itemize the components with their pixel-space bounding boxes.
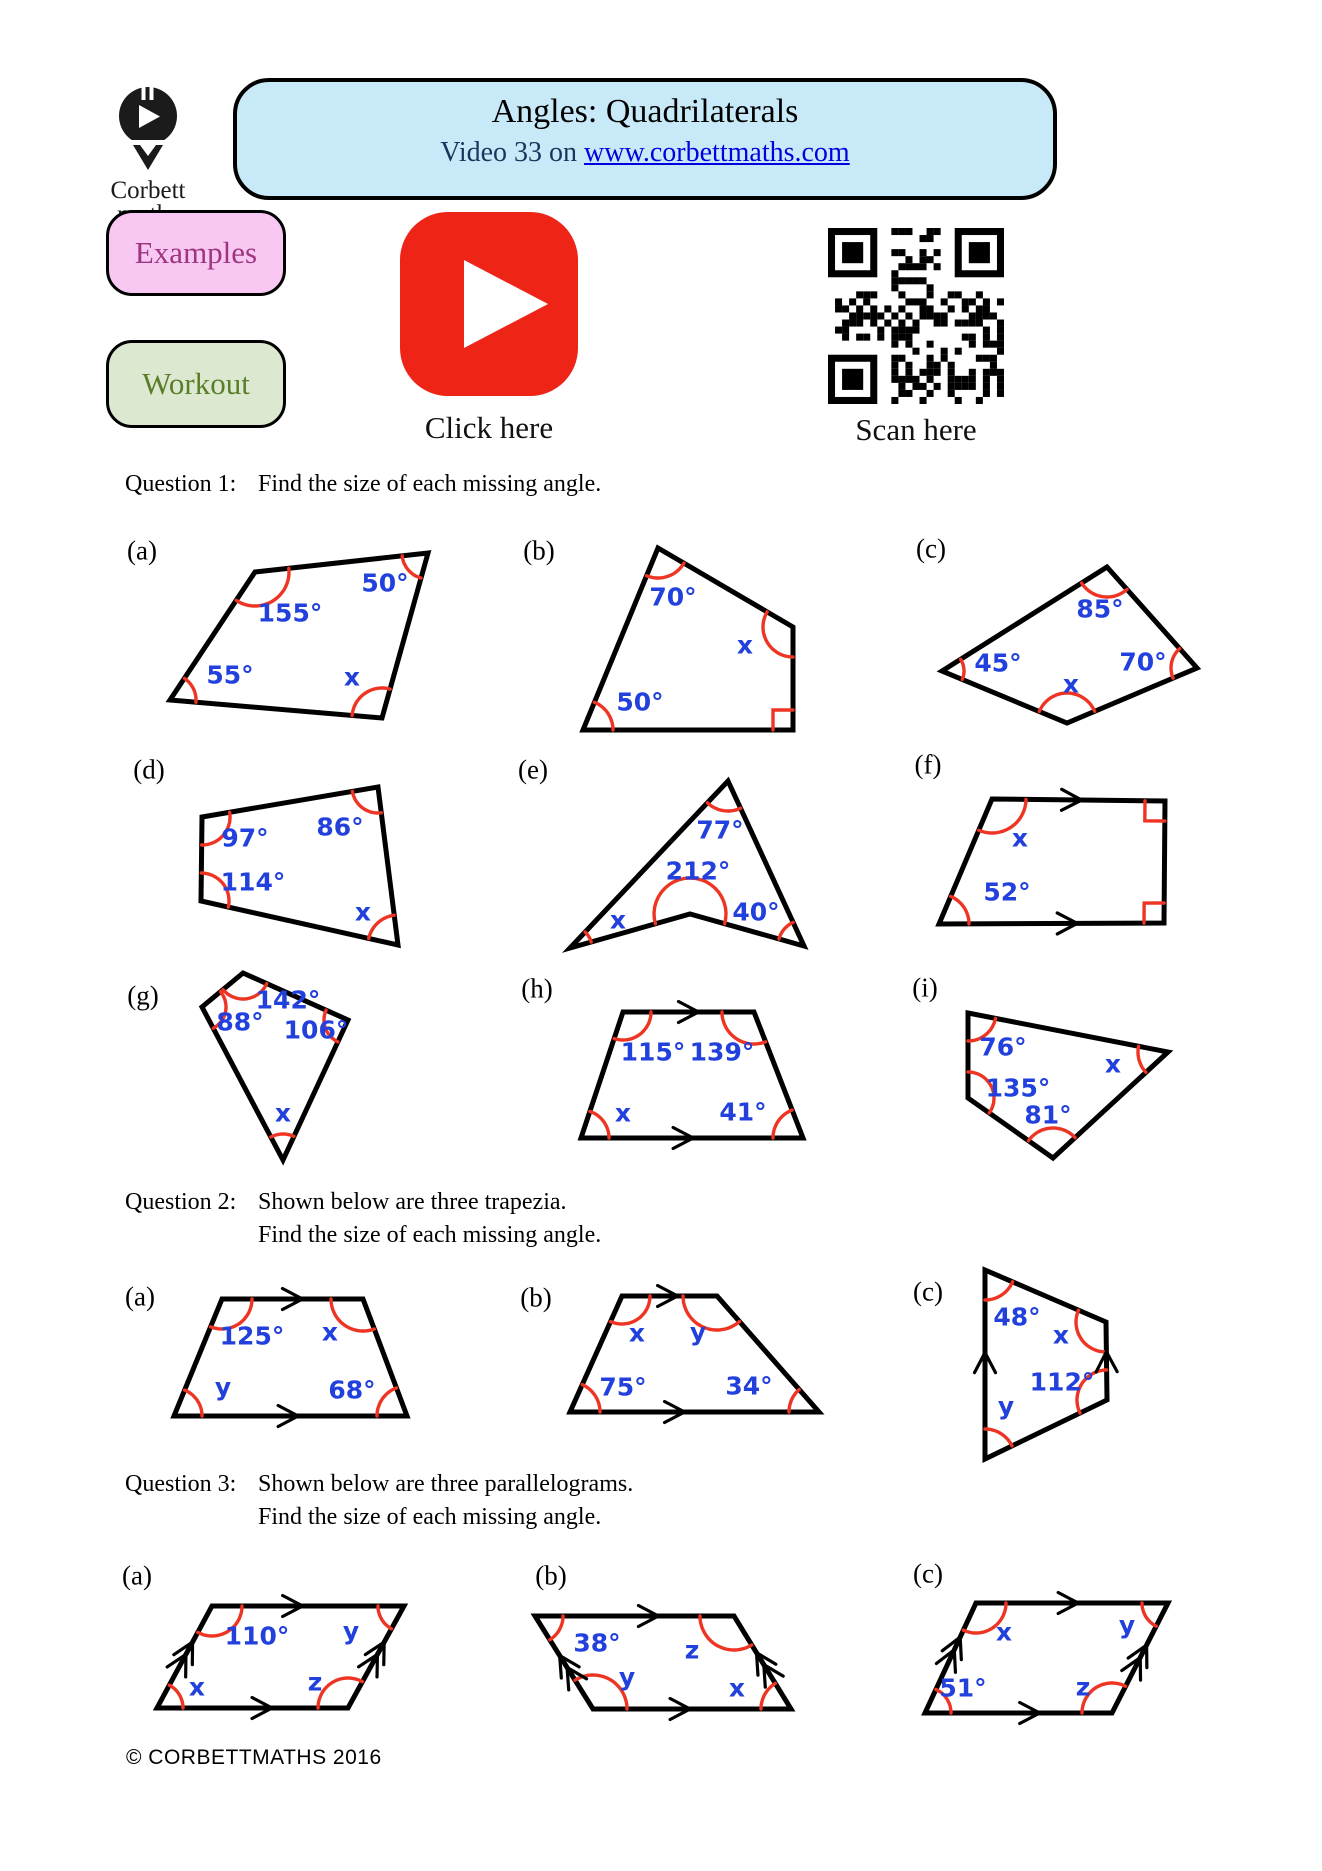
angle-arc [951,896,969,924]
examples-button-label: Examples [134,235,258,270]
angle-value: 114° [220,867,286,897]
diagram-label-q3c: (c) [913,1558,943,1589]
angle-value: x [736,630,754,660]
diagram-q1e [570,781,804,948]
corbettmaths-logo-icon [91,84,205,174]
angle-value: 125° [219,1321,285,1351]
angle-value: x [614,1098,632,1128]
diagram-q2c [975,1270,1118,1459]
diagram-label-q2b: (b) [520,1282,552,1313]
quadrilateral-shape [570,1296,819,1412]
angle-value: 142° [255,985,321,1015]
video-play-button[interactable] [400,212,578,396]
angle-arc [985,1282,1013,1300]
question-3-text-2: Find the size of each missing angle. [258,1504,602,1530]
angle-arc [590,1111,609,1138]
angle-value: x [274,1098,292,1128]
angle-value: 52° [983,877,1031,907]
angle-arc [594,702,613,730]
corbettmaths-logo [88,84,208,227]
video-prefix: Video 33 on [440,137,585,168]
angle-value: 50° [361,568,409,598]
angle-value: x [1011,823,1029,853]
diagram-label-q2a: (a) [125,1281,155,1312]
angle-arc [707,803,740,811]
angle-value: 110° [224,1621,290,1651]
angle-value: 155° [257,598,323,628]
click-here-label: Click here [424,410,554,445]
quadrilateral-shape [583,548,793,730]
angle-value: x [354,897,372,927]
video-subtitle [237,134,1053,172]
diagram-label-q3a: (a) [122,1560,152,1591]
play-icon [400,212,578,396]
diagram-label-q1c: (c) [916,533,946,564]
diagram-label-q1e: (e) [518,754,548,785]
diagram-q1g [202,973,348,1160]
quadrilateral-shape [939,799,1165,924]
quadrilateral-shape [570,781,804,948]
angle-value: 70° [649,582,697,612]
angle-arc [936,1689,951,1713]
diagram-label-q1f: (f) [914,749,942,780]
angle-value: 68° [328,1375,376,1405]
qr-code [828,228,1004,404]
angle-arc [369,915,395,938]
angle-arc [378,1606,392,1629]
angle-arc [1039,693,1094,712]
angle-arc [789,1390,799,1413]
angle-value: 85° [1076,594,1124,624]
angle-value: x [188,1672,206,1702]
angle-value: 38° [573,1628,621,1658]
question-1-label: Question 1: [125,471,237,497]
workout-button-label: Workout [142,366,250,401]
angle-value: 55° [206,660,254,690]
angle-value: z [1075,1672,1091,1702]
diagram-label-q1g: (g) [127,980,159,1011]
angle-arc [582,1385,600,1412]
angle-value: 86° [316,812,364,842]
diagram-q3b [535,1606,791,1720]
angle-arc [985,1429,1012,1446]
diagram-label-q2c: (c) [913,1276,943,1307]
angle-value: x [728,1673,746,1703]
angle-value: x [321,1317,339,1347]
diagram-label-q1h: (h) [521,973,553,1004]
angle-value: 34° [725,1371,773,1401]
quadrilateral-shape [174,1299,407,1416]
angle-value: 97° [221,823,269,853]
angle-value: x [995,1617,1013,1647]
angle-value: 48° [993,1302,1041,1332]
workout-button[interactable] [106,340,286,428]
angle-arc [184,678,196,702]
angle-value: z [307,1667,323,1697]
right-angle-mark [1145,801,1165,821]
diagram-q1f [939,789,1165,934]
diagram-q3a [157,1596,404,1719]
question-3-text-1: Shown below are three parallelograms. [258,1471,634,1497]
quadrilateral-shape [157,1606,404,1708]
title-box [233,78,1057,200]
diagram-q1c [942,567,1197,723]
examples-button[interactable] [106,210,286,296]
angle-value: x [609,905,627,935]
scan-here-label: Scan here [855,412,977,447]
angle-arc [654,878,726,924]
question-3-label: Question 3: [125,1471,237,1497]
angle-value: 41° [719,1097,767,1127]
angle-value: y [214,1372,232,1402]
angle-value: z [684,1635,700,1665]
angle-arc [271,1134,294,1137]
angle-arc [1142,1603,1156,1626]
angle-arc [185,1390,202,1416]
angle-value: 212° [665,856,731,886]
quadrilateral-shape [968,1013,1168,1158]
question-2-label: Question 2: [125,1189,237,1215]
angle-value: 40° [732,897,780,927]
diagram-label-q1d: (d) [133,754,165,785]
page-title: Angles: Quadrilaterals [491,93,799,130]
quadrilateral-shape [170,553,428,718]
right-angle-mark [773,710,793,730]
angle-arc [550,1616,563,1640]
diagram-q2a [174,1289,407,1427]
diagram-q1d [201,787,398,945]
quadrilateral-shape [985,1270,1107,1459]
diagram-q1i [968,1013,1168,1158]
question-2-text-1: Shown below are three trapezia. [258,1189,567,1215]
angle-arc [1138,1046,1146,1072]
diagram-q1h [581,1002,803,1149]
diagram-label-q1i: (i) [912,972,938,1003]
angle-value: 139° [689,1037,755,1067]
angle-arc [968,1018,996,1041]
angle-value: 112° [1029,1367,1095,1397]
angle-value: y [997,1391,1015,1421]
angle-value: x [1062,669,1080,699]
angle-value: x [343,662,361,692]
diagram-q1b [583,548,793,730]
diagram-label-q3b: (b) [535,1560,567,1591]
angle-arc [761,1683,775,1709]
diagram-q1a [170,553,428,718]
angle-value: y [342,1616,360,1646]
diagram-q2b [570,1286,819,1423]
angle-value: 50° [616,687,664,717]
angle-arc [1029,1128,1076,1141]
angle-value: x [1052,1320,1070,1350]
angle-arc [779,922,793,939]
angle-arc [402,556,421,578]
angle-value: 51° [939,1673,987,1703]
question-1-text: Find the size of each missing angle. [258,471,602,497]
diagram-label-q1a: (a) [127,535,157,566]
footer-copyright: © CORBETTMATHS 2016 [126,1746,382,1769]
quadrilateral-shape [581,1012,803,1138]
diagram-q3c [925,1593,1168,1724]
angle-value: 45° [974,648,1022,678]
angle-value: 76° [979,1032,1027,1062]
angle-value: 70° [1119,647,1167,677]
angle-value: 81° [1024,1100,1072,1130]
angle-value: x [628,1318,646,1348]
angle-value: x [1104,1049,1122,1079]
question-2-text-2: Find the size of each missing angle. [258,1222,602,1248]
angle-value: 115° [620,1037,686,1067]
angle-value: 88° [216,1007,264,1037]
angle-arc [169,1685,183,1708]
angle-arc [377,1388,396,1416]
angle-value: y [1118,1610,1136,1640]
angle-value: y [618,1662,636,1692]
angle-value: 135° [985,1073,1051,1103]
angle-arc [773,1110,792,1138]
angle-value: 106° [283,1015,349,1045]
angle-value: 75° [599,1372,647,1402]
angle-value: 77° [696,815,744,845]
quadrilateral-shape [942,567,1197,723]
angle-value: y [689,1317,707,1347]
corbettmaths-link[interactable]: www.corbettmaths.com [584,137,850,168]
diagram-label-q1b: (b) [523,535,555,566]
logo-text-line1: Corbett [110,177,186,204]
right-angle-mark [1144,903,1164,923]
